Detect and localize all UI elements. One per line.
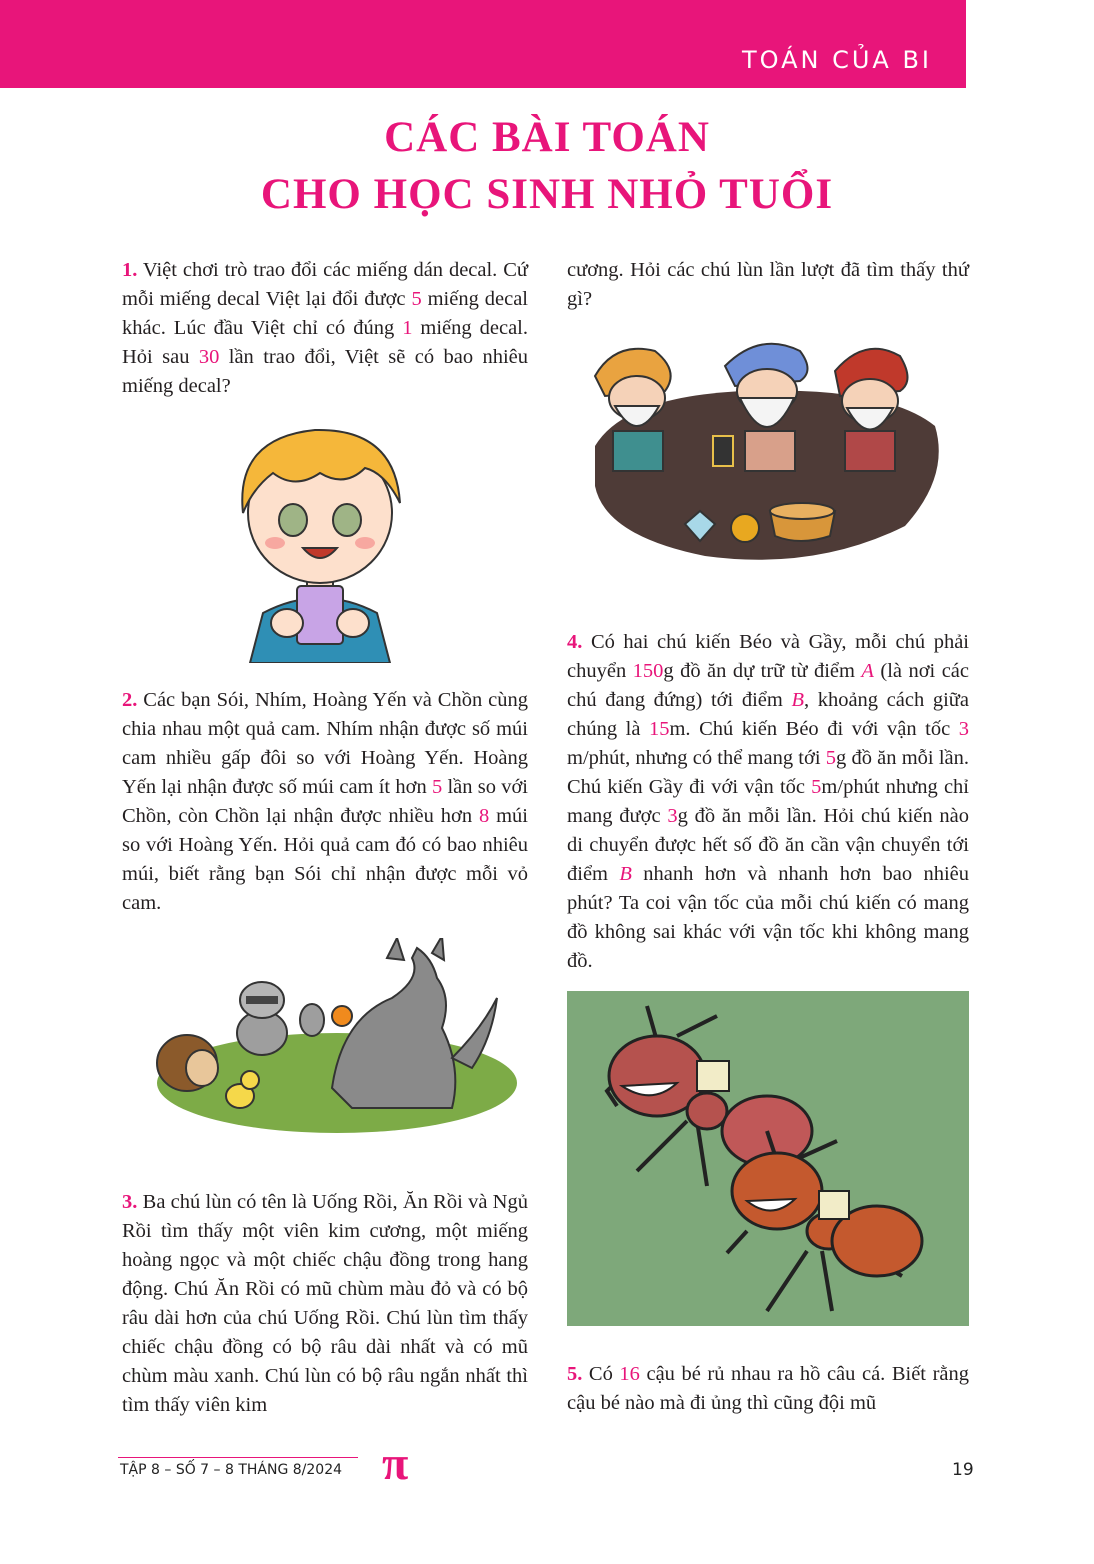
- pi-logo: π: [382, 1437, 409, 1490]
- issue-label: TẬP 8 – SỐ 7 – 8 THÁNG 8/2024: [120, 1462, 343, 1478]
- section-label: TOÁN CỦA BI: [741, 46, 932, 74]
- problem-1: 1. Việt chơi trò trao đổi các miếng dán decal. Cứ mỗi miếng decal Việt lại đổi được 5 miếng decal khác. Lúc đầu Việt chỉ có đúng 1 miếng decal. Hỏi sau 30 lần trao đổi, Việt sẽ có bao nhiêu miếng decal?: [122, 259, 529, 397]
- problem-number: 3.: [122, 1191, 138, 1213]
- page-title-line2: CHO HỌC SINH NHỎ TUỔI: [260, 171, 834, 218]
- animals-illustration: [152, 938, 522, 1133]
- problem-2: 2. Các bạn Sói, Nhím, Hoàng Yến và Chồn cùng chia nhau một quả cam. Nhím nhận được số múi cam nhiều gấp đôi so với Hoàng Yến. Hoàng Yến lại nhận được số múi cam ít hơn 5 lần so với Chồn, còn Chồn lại nhận được nhiều hơn 8 múi so với Hoàng Yến. Hỏi quả cam đó có bao nhiêu múi, biết rằng bạn Sói chỉ nhận được mỗi vỏ cam.: [122, 689, 528, 914]
- ants-illustration: [567, 991, 969, 1326]
- page-title-line1: CÁC BÀI TOÁN: [384, 114, 710, 161]
- page-number: 19: [952, 1460, 974, 1480]
- footer-rule: [118, 1457, 358, 1458]
- problem-number: 2.: [122, 689, 138, 711]
- dwarfs-illustration: [585, 336, 950, 571]
- header-bar: [0, 0, 966, 88]
- problem-5: 5. Có 16 cậu bé rủ nhau ra hồ câu cá. Biết rằng cậu bé nào mà đi ủng thì cũng đội mũ: [567, 1363, 969, 1414]
- problem-3-continued: cương. Hỏi các chú lùn lần lượt đã tìm thấy thứ gì?: [567, 259, 969, 310]
- problem-number: 5.: [567, 1363, 583, 1385]
- problem-4: 4. Có hai chú kiến Béo và Gầy, mỗi chú phải chuyển 150g đồ ăn dự trữ từ điểm A (là nơi các chú đang đứng) tới điểm B, khoảng cách giữa chúng là 15m. Chú kiến Béo đi với vận tốc 3 m/phút, nhưng có thể mang tới 5g đồ ăn mỗi lần. Chú kiến Gầy đi với vận tốc 5m/phút nhưng chỉ mang được 3g đồ ăn mỗi lần. Hỏi chú kiến nào di chuyển được hết số đồ ăn cần vận chuyển tới điểm B nhanh hơn và nhanh hơn bao nhiêu phút? Ta coi vận tốc của mỗi chú kiến có mang đồ không sai khác với vận tốc khi không mang đồ.: [567, 631, 969, 972]
- problem-number: 1.: [122, 259, 138, 281]
- problem-3: 3. Ba chú lùn có tên là Uống Rồi, Ăn Rồi và Ngủ Rồi tìm thấy một viên kim cương, một miếng hoàng ngọc và một chiếc chậu đồng trong hang động. Chú Ăn Rồi có mũ chùm màu đỏ và có bộ râu dài hơn của chú Uống Rồi. Chú lùn tìm thấy chiếc chậu đồng có bộ râu dài nhất và có mũ chùm màu xanh. Chú lùn có bộ râu ngắn nhất thì tìm thấy viên kim: [122, 1191, 528, 1416]
- problem-number: 4.: [567, 631, 583, 653]
- boy-illustration: [225, 418, 415, 663]
